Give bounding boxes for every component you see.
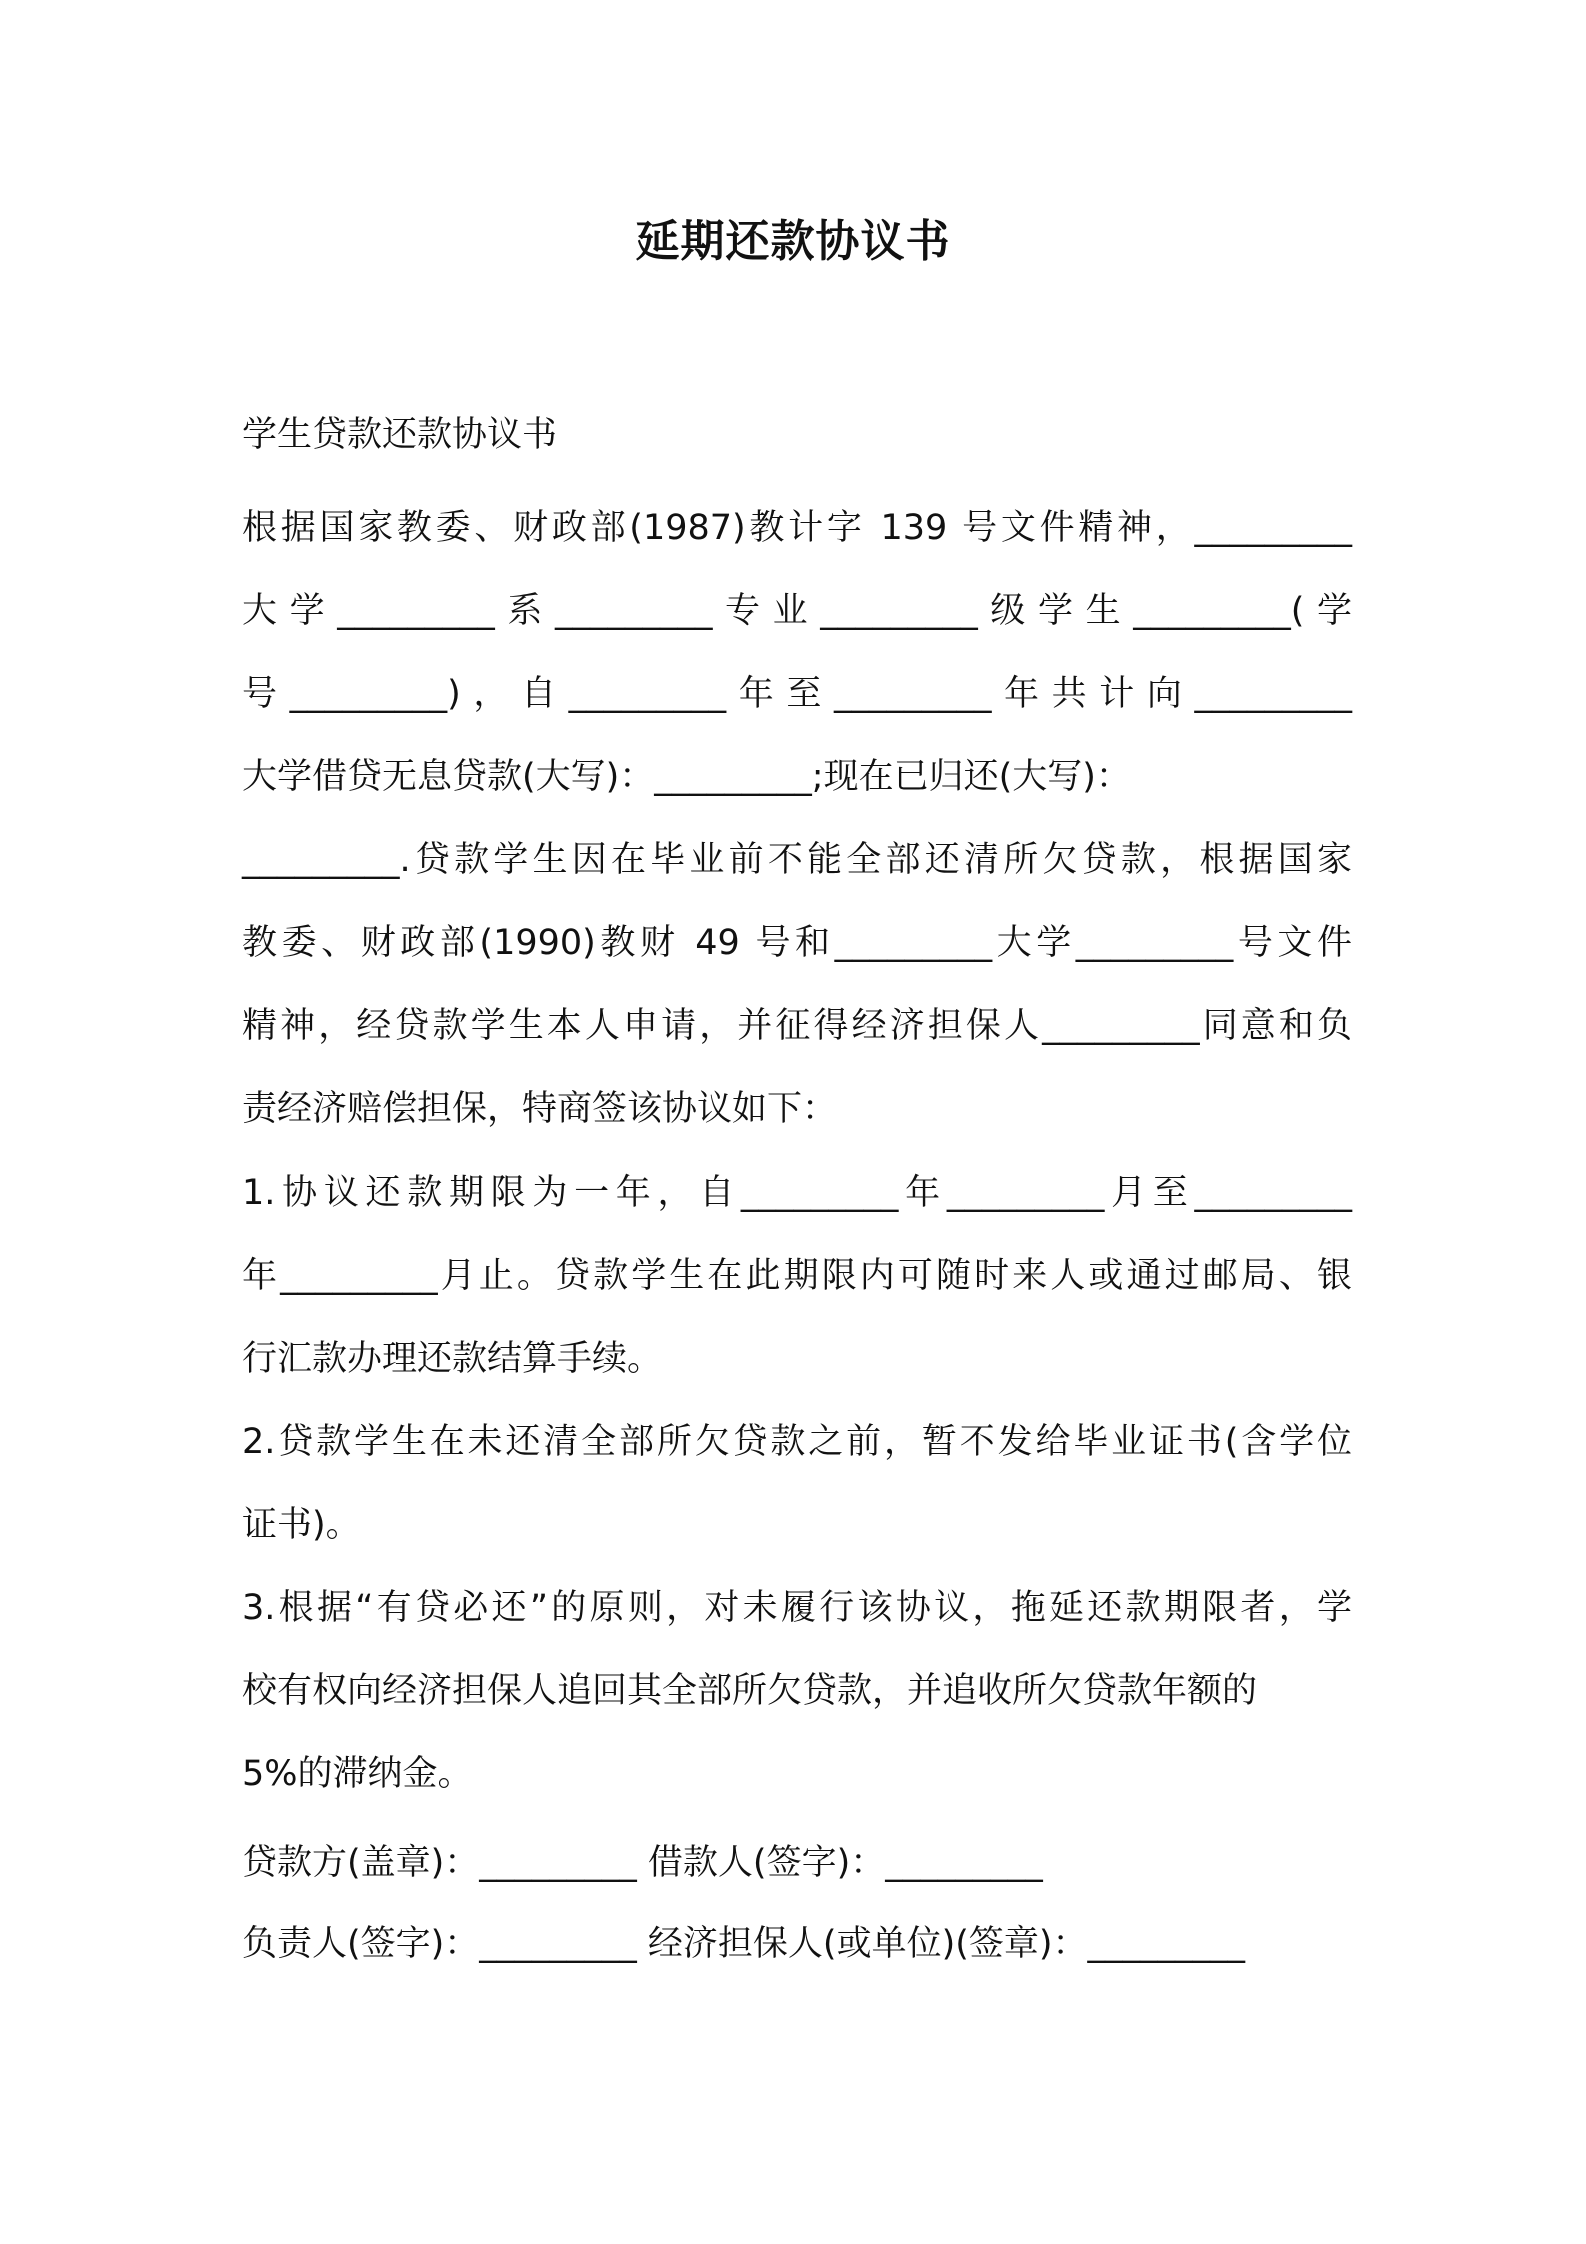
signature-line-responsible: 负责人(签字)：_________ 经济担保人(或单位)(签章)：_________ <box>242 1924 1246 1964</box>
clause-3-line: 3.根据“有贷必还”的原则，对未履行该协议，拖延还款期限者，学 <box>242 1588 1352 1628</box>
paragraph-line: 号_________)，自_________年至_________年共计向_________ <box>242 674 1352 714</box>
paragraph-line: 精神，经贷款学生本人申请，并征得经济担保人_________同意和负 <box>242 1006 1352 1046</box>
paragraph-line: 大学_________系_________专业_________级学生_________(学 <box>242 591 1352 631</box>
clause-1-line: 1.协议还款期限为一年，自_________年_________月至_________ <box>242 1173 1352 1213</box>
clause-1-line: 行汇款办理还款结算手续。 <box>242 1339 663 1379</box>
paragraph-line: 责经济赔偿担保，特商签该协议如下： <box>242 1089 838 1129</box>
clause-1-line: 年_________月止。贷款学生在此期限内可随时来人或通过邮局、银 <box>242 1256 1352 1296</box>
paragraph-line: 根据国家教委、财政部(1987)教计字 139 号文件精神，_________ <box>242 508 1352 548</box>
clause-3-line: 5%的滞纳金。 <box>242 1754 473 1794</box>
paragraph-line: 大学借贷无息贷款(大写)：_________;现在已归还(大写)： <box>242 757 1131 797</box>
paragraph-line: _________.贷款学生因在毕业前不能全部还清所欠贷款，根据国家 <box>242 840 1352 880</box>
clause-3-line: 校有权向经济担保人追回其全部所欠贷款，并追收所欠贷款年额的 <box>242 1671 1258 1711</box>
paragraph-line: 教委、财政部(1990)教财 49 号和_________大学_________号文件 <box>242 923 1352 963</box>
document-subtitle: 学生贷款还款协议书 <box>242 415 558 455</box>
document-title: 延期还款协议书 <box>635 216 951 267</box>
clause-2-line: 证书)。 <box>242 1505 361 1545</box>
clause-2-line: 2.贷款学生在未还清全部所欠贷款之前，暂不发给毕业证书(含学位 <box>242 1422 1352 1462</box>
signature-line-lender: 贷款方(盖章)：_________ 借款人(签字)：_________ <box>242 1843 1043 1883</box>
